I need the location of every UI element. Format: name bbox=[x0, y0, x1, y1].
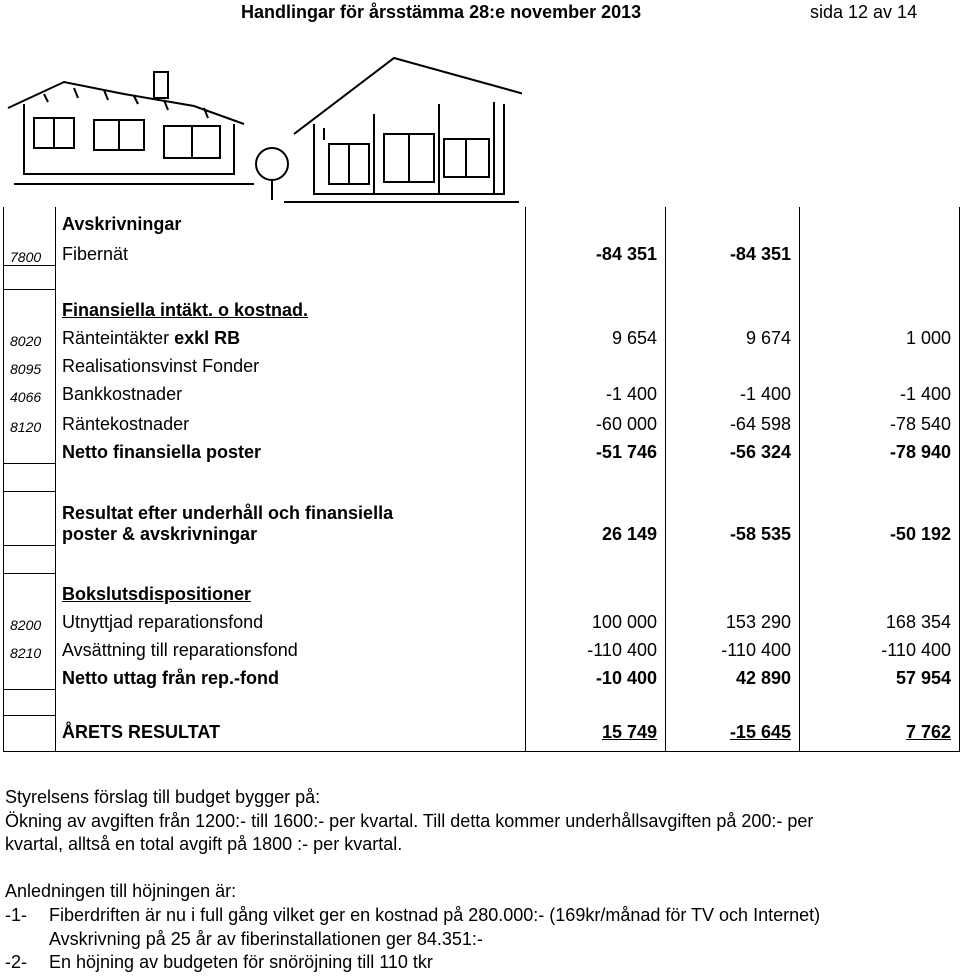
value-col1 bbox=[526, 349, 666, 377]
value-col1: -1 400 bbox=[526, 377, 666, 405]
total-v1: 15 749 bbox=[601, 722, 657, 743]
table-row bbox=[4, 289, 960, 321]
row-label: Räntekostnader bbox=[56, 405, 526, 435]
value-col2: -110 400 bbox=[666, 633, 800, 661]
table-row bbox=[4, 715, 960, 751]
acct-number: 8020 bbox=[4, 321, 56, 349]
row-label: Bankkostnader bbox=[56, 377, 526, 405]
value-col1: 26 149 bbox=[526, 491, 666, 545]
total-v3: 7 762 bbox=[905, 722, 951, 743]
table-row bbox=[4, 633, 960, 661]
value-col3 bbox=[800, 235, 960, 265]
page-title: Handlingar för årsstämma 28:e november 2013 bbox=[241, 2, 642, 22]
list-item-text: En höjning av budgeten för snöröjning till 110 tkr bbox=[49, 952, 433, 972]
page-number: sida 12 av 14 bbox=[810, 2, 918, 22]
budget-intro: Styrelsens förslag till budget bygger på: bbox=[5, 787, 321, 807]
value-col3: -78 940 bbox=[800, 435, 960, 463]
value-col2: -84 351 bbox=[666, 235, 800, 265]
value-col3 bbox=[800, 349, 960, 377]
fee-increase-line2: kvartal, alltså en total avgift på 1800 :- per kvartal. bbox=[5, 834, 403, 854]
value-col1: -84 351 bbox=[526, 235, 666, 265]
value-col1: 9 654 bbox=[526, 321, 666, 349]
value-col2: -58 535 bbox=[666, 491, 800, 545]
section-heading-finansiella: Finansiella intäkt. o kostnad. bbox=[56, 289, 526, 321]
table-row bbox=[4, 491, 960, 545]
value-col2: 42 890 bbox=[666, 661, 800, 689]
value-col2: 9 674 bbox=[666, 321, 800, 349]
row-label: Realisationsvinst Fonder bbox=[56, 349, 526, 377]
list-item-number: -1- bbox=[5, 905, 27, 925]
table-row bbox=[4, 605, 960, 633]
total-v2: -15 645 bbox=[729, 722, 791, 743]
acct-number: 8210 bbox=[4, 633, 56, 661]
value-col3: -50 192 bbox=[800, 491, 960, 545]
row-label: Avsättning till reparationsfond bbox=[56, 633, 526, 661]
acct-cell bbox=[4, 207, 56, 235]
value-col3: -1 400 bbox=[800, 377, 960, 405]
value-col3: 168 354 bbox=[800, 605, 960, 633]
acct-cell bbox=[4, 661, 56, 689]
result-label-line1: Resultat efter underhåll och finansiella bbox=[62, 503, 394, 523]
value-col2: 153 290 bbox=[666, 605, 800, 633]
section-heading-bokslutsdispositioner: Bokslutsdispositioner bbox=[56, 573, 526, 605]
value-col2: -56 324 bbox=[666, 435, 800, 463]
fee-increase-line1: Ökning av avgiften från 1200:- till 1600:- per kvartal. Till detta kommer underhållsavgiften på 200:- per bbox=[5, 811, 814, 831]
value-col1: -51 746 bbox=[526, 435, 666, 463]
row-label bbox=[56, 321, 526, 349]
acct-number: 7800 bbox=[4, 235, 56, 265]
row-label: Utnyttjad reparationsfond bbox=[56, 605, 526, 633]
result-label-line2: poster & avskrivningar bbox=[62, 524, 258, 544]
table-row bbox=[4, 377, 960, 405]
row-label-bold: exkl RB bbox=[174, 328, 241, 348]
table-row bbox=[4, 321, 960, 349]
total-value-col1 bbox=[526, 715, 666, 751]
financial-table bbox=[3, 207, 960, 752]
table-row bbox=[4, 661, 960, 689]
total-label: ÅRETS RESULTAT bbox=[56, 715, 526, 751]
row-label: Netto uttag från rep.-fond bbox=[56, 661, 526, 689]
value-col3: -78 540 bbox=[800, 405, 960, 435]
list-item-text: Fiberdriften är nu i full gång vilket ger en kostnad på 280.000:- (169kr/månad för TV och Internet) bbox=[49, 905, 821, 925]
reason-intro: Anledningen till höjningen är: bbox=[5, 881, 237, 901]
table-row bbox=[4, 573, 960, 605]
value-col1: -10 400 bbox=[526, 661, 666, 689]
row-label: Fibernät bbox=[56, 235, 526, 265]
value-col3: 57 954 bbox=[800, 661, 960, 689]
value-col3: -110 400 bbox=[800, 633, 960, 661]
acct-cell bbox=[4, 435, 56, 463]
row-label-text: Ränteintäkter bbox=[62, 328, 175, 348]
list-item bbox=[5, 904, 820, 927]
acct-number: 8200 bbox=[4, 605, 56, 633]
table-row bbox=[4, 405, 960, 435]
table-row bbox=[4, 435, 960, 463]
table-row bbox=[4, 349, 960, 377]
list-item bbox=[5, 951, 433, 974]
list-item-number: -2- bbox=[5, 952, 27, 972]
table-row-blank bbox=[4, 265, 960, 289]
row-label bbox=[56, 491, 526, 545]
list-item-continuation: Avskrivning på 25 år av fiberinstallationen ger 84.351:- bbox=[49, 929, 483, 949]
table-row-blank bbox=[4, 689, 960, 715]
acct-number: 8095 bbox=[4, 349, 56, 377]
value-col1: -110 400 bbox=[526, 633, 666, 661]
table-row bbox=[4, 235, 960, 265]
section-heading-avskrivningar: Avskrivningar bbox=[56, 207, 526, 235]
value-col1: -60 000 bbox=[526, 405, 666, 435]
value-col2: -1 400 bbox=[666, 377, 800, 405]
houses-logo-image bbox=[4, 44, 522, 210]
total-value-col2 bbox=[666, 715, 800, 751]
value-col2: -64 598 bbox=[666, 405, 800, 435]
row-label: Netto finansiella poster bbox=[56, 435, 526, 463]
value-col3: 1 000 bbox=[800, 321, 960, 349]
table-row bbox=[4, 207, 960, 235]
value-col1: 100 000 bbox=[526, 605, 666, 633]
acct-number: 4066 bbox=[4, 377, 56, 405]
total-value-col3 bbox=[800, 715, 960, 751]
value-col2 bbox=[666, 349, 800, 377]
table-row-blank bbox=[4, 545, 960, 573]
table-row-blank bbox=[4, 463, 960, 491]
acct-number: 8120 bbox=[4, 405, 56, 435]
